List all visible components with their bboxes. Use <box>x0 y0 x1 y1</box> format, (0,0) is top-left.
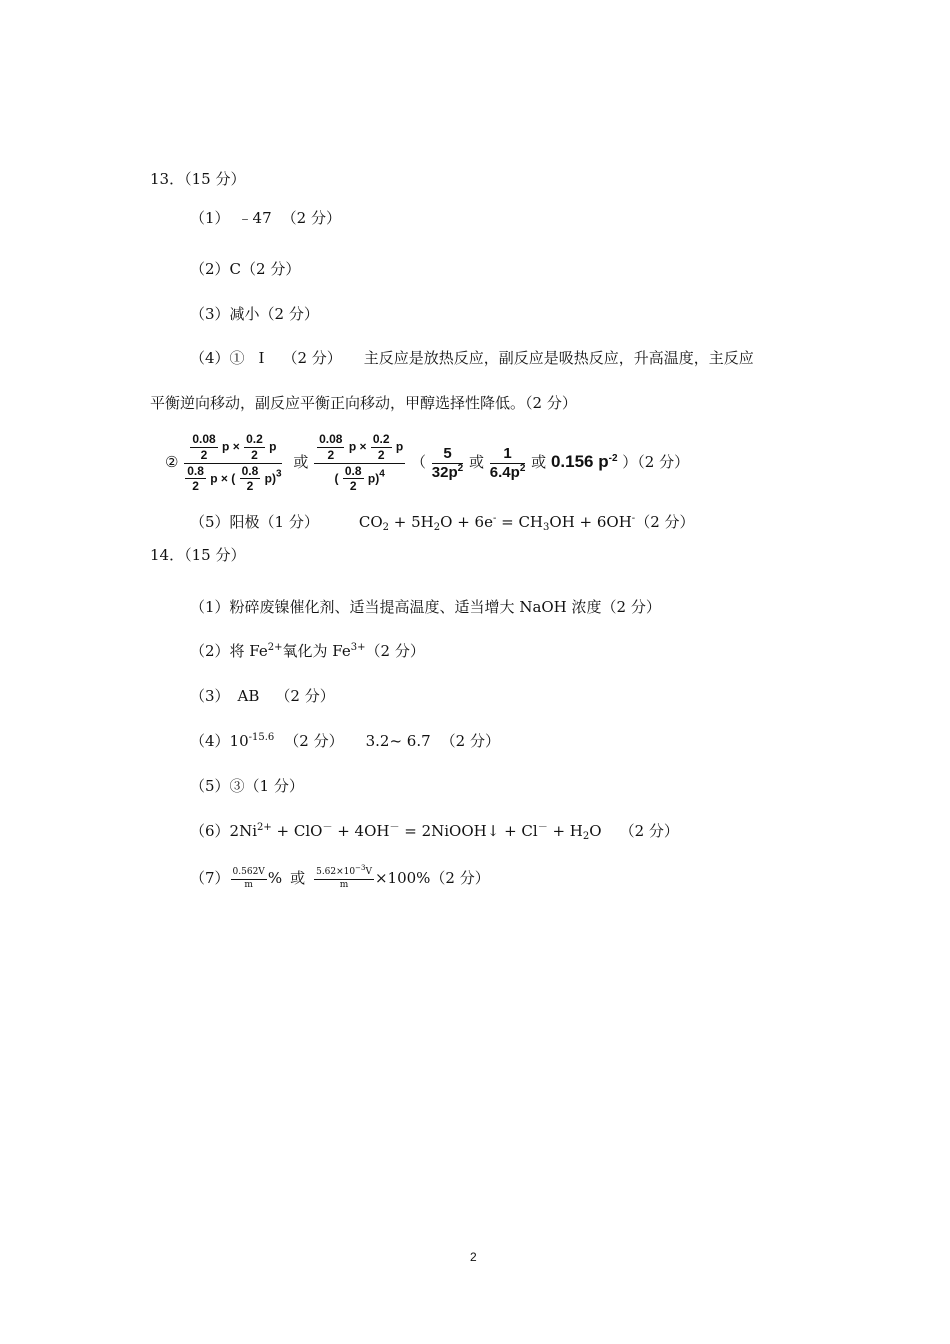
q14-part4-range: 3.2~ 6.7 <box>365 732 431 750</box>
page-number: 2 <box>470 1250 477 1264</box>
q14-part2 <box>190 641 425 661</box>
q13-part1 <box>190 208 341 228</box>
q14-part2-b: 氧化为 Fe <box>282 642 351 660</box>
q14-part5: （5）③（1 分） <box>190 777 304 795</box>
q13-part4b <box>165 427 689 497</box>
q14-part2-s1: 2+ <box>267 642 283 653</box>
f1-times: p × <box>222 439 240 454</box>
purity-fraction-1: $\frac{0.562V}{m}$ <box>232 867 265 890</box>
q14-part7-label: （7） <box>190 869 230 887</box>
f2-dp: p) <box>367 470 380 485</box>
f1-dtimes: p × ( <box>210 470 236 485</box>
purity-fraction-2: $\frac{5.62\times 10^{-3}V}{m}$ <box>316 864 372 890</box>
f3-den: 32p <box>431 463 458 481</box>
kp-expression-2 <box>314 433 405 492</box>
q14-part4 <box>190 731 500 751</box>
kp-expression-1 <box>184 433 281 492</box>
kp-expression-4 <box>490 446 526 481</box>
f4-exp: 2 <box>519 462 526 474</box>
electrode-equation: $CO_2 + 5H_2O + 6e^- = CH_3OH + 6OH^-$ <box>358 513 636 533</box>
f1-p: p <box>269 439 277 454</box>
q13-part1-score: （2 分） <box>281 209 341 227</box>
q14-part2-c: （2 分） <box>365 642 425 660</box>
q14-part3 <box>190 686 335 706</box>
q14-part3-label: （3） <box>190 687 230 705</box>
q14-part6-e: － <box>389 822 400 833</box>
q13-part4-answer: I <box>258 349 265 367</box>
f4-den: 6.4p <box>489 463 520 481</box>
q14-part4-label: （4）10 <box>190 732 249 750</box>
f2-n1: 0.08 <box>319 432 343 447</box>
q14-part6-d: + 4OH <box>332 822 390 840</box>
q14-part6-s1: 2+ <box>257 822 272 833</box>
f2-dd: 2 <box>349 479 357 494</box>
q14-header: 14．（15 分） <box>150 546 246 564</box>
q14-part4-exp: -15.6 <box>248 732 275 743</box>
f1-d2d: 2 <box>246 479 254 494</box>
f2-n2: 0.2 <box>372 432 390 447</box>
q13-part4-score: （2 分） <box>282 349 342 367</box>
f1-d1d: 2 <box>192 479 199 494</box>
q14-part7-pct: % <box>267 869 283 887</box>
q14-part6-a: （6）2Ni <box>190 822 258 840</box>
q13-part5 <box>190 512 695 532</box>
f2-n2d: 2 <box>377 447 385 462</box>
q13-part3: （3）减小（2 分） <box>190 305 319 323</box>
f2-dl: ( <box>334 470 339 485</box>
q13-part4-label: （4）① <box>190 349 245 367</box>
q13-part2: （2）C（2 分） <box>190 260 301 278</box>
or-2: 或 <box>469 453 485 471</box>
f1-n1d: 2 <box>200 447 208 462</box>
q14-part6-g: － <box>537 822 548 833</box>
q14-part6-f: = 2NiOOH↓ + Cl <box>399 822 538 840</box>
paren-open: （ <box>411 453 427 471</box>
q13-part4b-tail: ）（2 分） <box>622 453 690 471</box>
f1-n2d: 2 <box>251 447 258 462</box>
kp-value-exp: -2 <box>608 453 618 464</box>
q13-part4-reason-b: 平衡逆向移动，副反应平衡正向移动，甲醇选择性降低。（2 分） <box>150 394 577 412</box>
f3-num: 5 <box>432 446 463 464</box>
q13-part5-score: （2 分） <box>635 513 695 531</box>
q14-part3-answer: AB <box>237 687 260 705</box>
q14-part7-tail: ×100%（2 分） <box>374 869 490 887</box>
q14-part1: （1）粉碎废镍催化剂、适当提高温度、适当增大 NaOH 浓度（2 分） <box>190 598 661 616</box>
f2-times: p × <box>348 439 367 454</box>
q14-part4-score1: （2 分） <box>284 732 344 750</box>
f2-exp: 4 <box>379 467 385 479</box>
f1-d1: 0.8 <box>187 463 204 478</box>
f4-num: 1 <box>490 446 526 464</box>
f3-exp: 2 <box>457 462 464 474</box>
or-3: 或 <box>531 453 547 471</box>
q13-part1-answer: ﹣47 <box>237 209 272 227</box>
q13-header: 13．（15 分） <box>150 170 246 188</box>
q13-part4 <box>190 348 754 368</box>
q13-part4b-label: ② <box>165 453 179 471</box>
q14-part4-score2: （2 分） <box>440 732 500 750</box>
q14-part6-b: + ClO <box>271 822 323 840</box>
or-1: 或 <box>293 453 309 471</box>
f2-p: p <box>395 439 404 454</box>
f1-exp: 3 <box>275 467 282 479</box>
q14-part7-or: 或 <box>290 869 306 887</box>
q13-part1-label: （1） <box>190 209 230 227</box>
q14-part6-h: + H <box>547 822 583 840</box>
q14-part6-score: （2 分） <box>619 822 679 840</box>
f1-d2: 0.8 <box>241 463 259 478</box>
q14-part2-s2: 3+ <box>350 642 366 653</box>
kp-value: 0.156 p <box>550 452 609 471</box>
q13-part5-label: （5）阳极（1 分） <box>190 513 319 531</box>
f1-n2: 0.2 <box>246 432 263 447</box>
q14-part6-s2: 2 <box>582 831 590 842</box>
f2-d: 0.8 <box>344 463 362 478</box>
kp-expression-3 <box>432 446 463 481</box>
q14-part6 <box>190 821 679 841</box>
f2-n1d: 2 <box>327 447 335 462</box>
f1-n1: 0.08 <box>192 432 216 447</box>
q14-part7 <box>190 860 490 896</box>
q13-part4-reason-a: 主反应是放热反应，副反应是吸热反应，升高温度，主反应 <box>363 349 754 367</box>
q14-part2-a: （2）将 Fe <box>190 642 268 660</box>
q14-part6-c: － <box>322 822 333 833</box>
f1-dp: p) <box>264 470 276 485</box>
q14-part3-score: （2 分） <box>275 687 335 705</box>
q14-part6-i: O <box>589 822 602 840</box>
